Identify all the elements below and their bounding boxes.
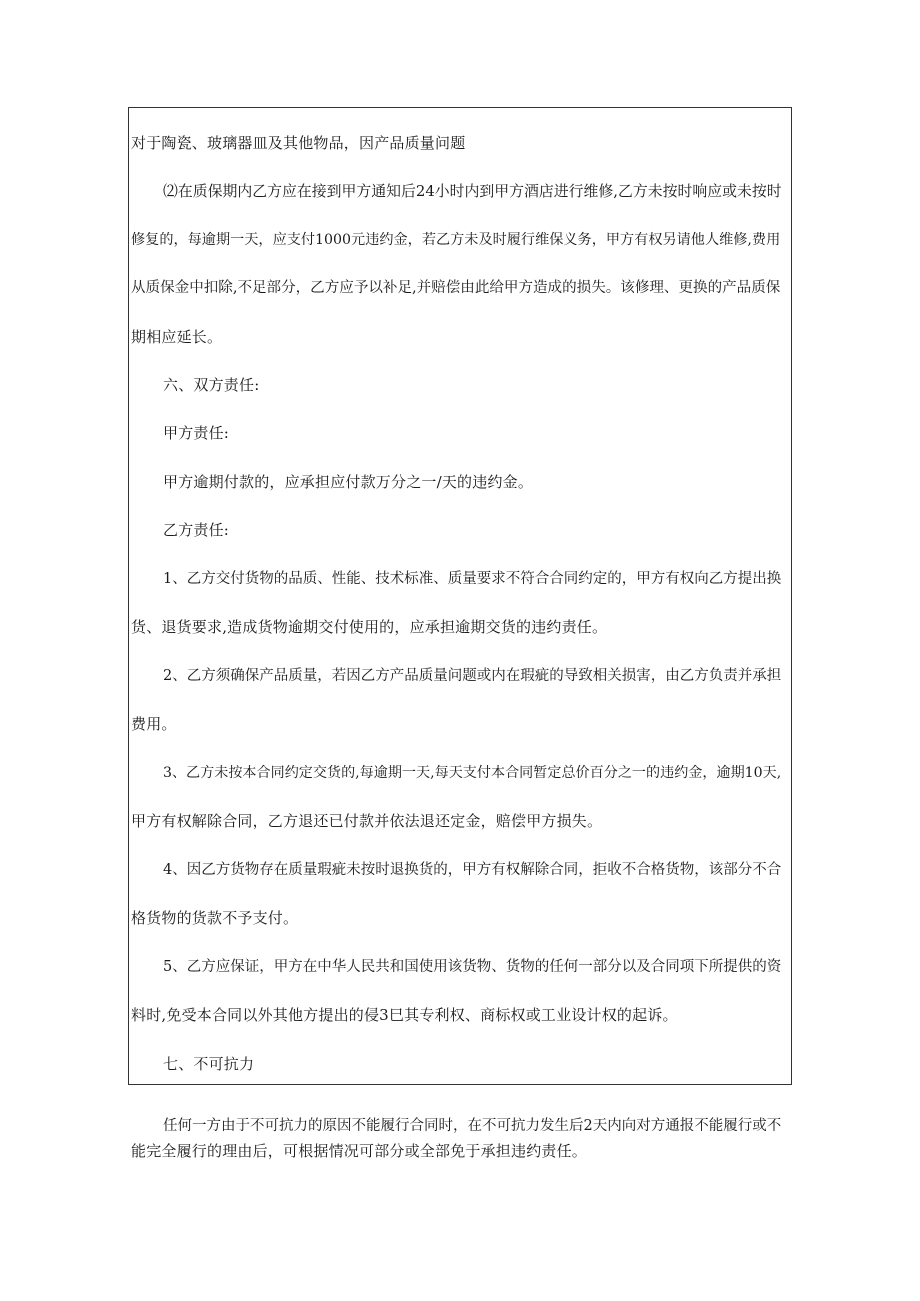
force-majeure-line: 任何一方由于不可抗力的原因不能履行合同时，在不可抗力发生后2天内向对方通报不能履行或不 <box>163 1118 782 1134</box>
contract-clause-box <box>128 107 792 1085</box>
clause-line: 甲方有权解除合同，乙方退还已付款并依法退还定金，赔偿甲方损失。 <box>131 812 603 830</box>
clause-line: 1、乙方交付货物的品质、性能、技术标准、质量要求不符合合同约定的，甲方有权向乙方提出换 <box>163 571 782 587</box>
force-majeure-line: 能完全履行的理由后，可根据情况可部分或全部免于承担违约责任。 <box>131 1142 588 1160</box>
clause-line: 5、乙方应保证，甲方在中华人民共和国使用该货物、货物的任何一部分以及合同项下所提供的资 <box>163 959 782 975</box>
clause-line: 料时,免受本合同以外其他方提出的侵3巳其专利权、商标权或工业设计权的起诉。 <box>131 1006 678 1024</box>
section-heading: 六、双方责任: <box>163 376 260 394</box>
clause-line: 2、乙方须确保产品质量，若因乙方产品质量问题或内在瑕疵的导致相关损害，由乙方负责并承担 <box>163 668 782 684</box>
clause-line: 甲方逾期付款的，应承担应付款万分之一/天的违约金。 <box>163 473 534 491</box>
subsection-heading: 甲方责任: <box>163 424 230 442</box>
subsection-heading: 乙方责任: <box>163 521 230 539</box>
clause-line: ⑵在质保期内乙方应在接到甲方通知后24小时内到甲方酒店进行维修,乙方未按时响应或未按时 <box>163 182 782 200</box>
clause-line: 货、退货要求,造成货物逾期交付使用的，应承担逾期交货的违约责任。 <box>131 618 608 636</box>
section-heading: 七、不可抗力 <box>163 1055 255 1073</box>
clause-line: 3、乙方未按本合同约定交货的,每逾期一天,每天支付本合同暂定总价百分之一的违约金，逾期10天, <box>163 765 782 781</box>
clause-line: 费用。 <box>131 715 177 733</box>
clause-line: 4、因乙方货物存在质量瑕疵未按时退换货的，甲方有权解除合同，拒收不合格货物，该部分不合 <box>163 862 782 878</box>
clause-line: 期相应延长。 <box>131 328 223 346</box>
clause-line: 修复的，每逾期一天，应支付1000元违约金，若乙方未及时履行维保义务，甲方有权另请他人维修,费用 <box>131 232 781 248</box>
clause-line: 从质保金中扣除,不足部分，乙方应予以补足,并赔偿由此给甲方造成的损失。该修理、更换的产品质保 <box>131 279 781 296</box>
clause-line: 格货物的货款不予支付。 <box>131 909 299 927</box>
clause-line: 对于陶瓷、玻璃器皿及其他物品，因产品质量问题 <box>131 134 466 152</box>
